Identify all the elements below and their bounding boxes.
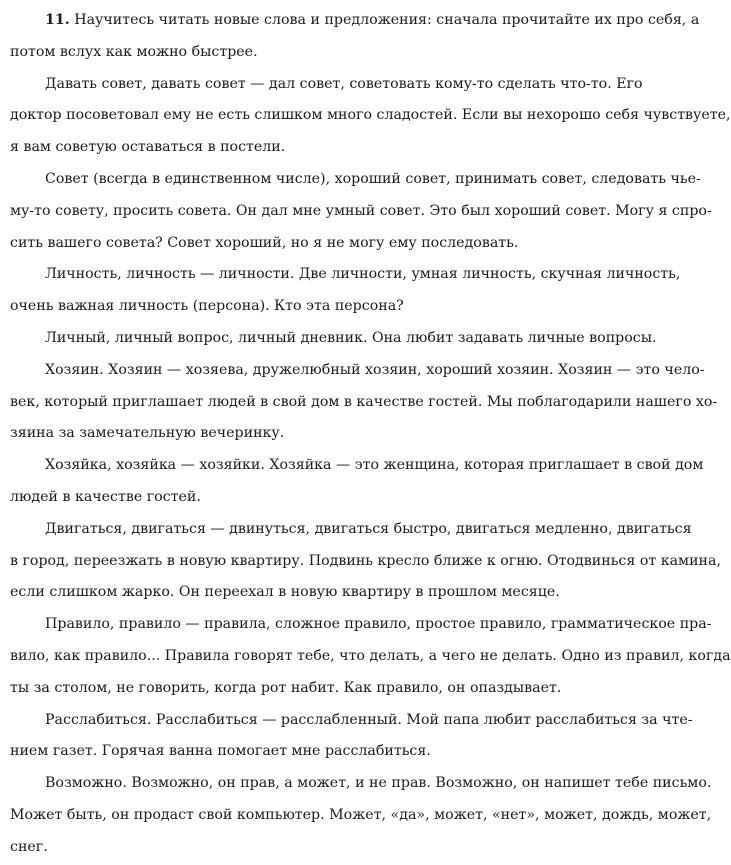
paragraph <box>10 705 693 769</box>
text-line <box>10 546 721 578</box>
text-line <box>10 482 596 514</box>
text-line <box>10 228 596 260</box>
paragraph <box>10 514 721 609</box>
line-text: вило, как правило... Правила говорят тебе, что делать, а чего не делать. Одно из правил, когда <box>10 647 731 664</box>
text-line <box>10 291 596 323</box>
paragraph <box>10 355 718 450</box>
line-text: Совет (всегда в единственном числе), хороший совет, принимать совет, следовать чье- <box>45 170 701 187</box>
line-text: Двигаться, двигаться — двинуться, двигаться быстро, двигаться медленно, двигаться <box>45 520 692 537</box>
line-text: зяина за замечательную вечеринку. <box>10 425 285 442</box>
text-line <box>10 164 701 196</box>
line-text: век, который приглашает людей в свой дом в качестве гостей. Мы поблагодарили нашего хо- <box>10 393 718 410</box>
line-text: нием газет. Горячая ванна помогает мне расслабиться. <box>10 743 431 760</box>
text-line <box>10 768 712 800</box>
line-text: Научитесь читать новые слова и предложения: сначала прочитайте их про себя, а <box>74 12 700 28</box>
line-text: в город, переезжать в новую квартиру. Подвинь кресло ближе к огню. Отодвинься от камина, <box>10 552 721 569</box>
text-line <box>10 609 712 641</box>
line-text: му-то совету, просить совета. Он дал мне умный совет. Это был хороший совет. Могу я спро- <box>10 202 712 219</box>
paragraph <box>10 259 681 323</box>
line-text: Хозяин. Хозяин — хозяева, дружелюбный хозяин, хороший хозяин. Хозяин — это чело- <box>45 361 705 378</box>
text-line <box>10 450 704 482</box>
text-line <box>10 641 731 673</box>
document-page <box>10 5 731 864</box>
paragraph <box>10 609 731 704</box>
line-text: Может быть, он продаст свой компьютер. Может, «да», может, «нет», может, дождь, может, <box>10 806 712 823</box>
text-line <box>10 323 657 355</box>
text-line <box>10 736 596 768</box>
line-text: Правило, правило — правила, сложное правило, простое правило, грамматическое пра- <box>45 616 712 633</box>
text-line <box>10 37 596 69</box>
line-text: ты за столом, не говорить, когда рот набит. Как правило, он опаздывает. <box>10 679 562 696</box>
line-text: Возможно. Возможно, он прав, а может, и не прав. Возможно, он напишет тебе письмо. <box>45 775 712 792</box>
text-line <box>10 418 596 450</box>
text-line <box>10 514 692 546</box>
text-line <box>10 387 718 419</box>
text-line <box>10 800 712 832</box>
line-text: доктор посоветовал ему не есть слишком много сладостей. Если вы нехорошо себя чувствуете, <box>10 107 731 124</box>
text-line <box>10 577 596 609</box>
text-line <box>10 100 731 132</box>
text-line <box>10 355 705 387</box>
text-line <box>10 259 681 291</box>
paragraph <box>10 164 712 259</box>
paragraph <box>10 69 731 164</box>
line-text: очень важная личность (персона). Кто эта персона? <box>10 298 404 315</box>
line-text: сить вашего совета? Совет хороший, но я не могу ему последовать. <box>10 234 519 251</box>
line-text: Личный, личный вопрос, личный дневник. Она любит задавать личные вопросы. <box>45 329 657 346</box>
paragraph <box>10 768 712 863</box>
text-line <box>10 705 693 737</box>
text-line <box>10 69 643 101</box>
text-line <box>10 196 712 228</box>
text-line <box>10 832 596 864</box>
line-text: снег. <box>10 838 48 855</box>
line-text: Хозяйка, хозяйка — хозяйки. Хозяйка — это женщина, которая приглашает в свой дом <box>45 457 704 474</box>
text-line <box>10 5 700 37</box>
exercise-number: 11. <box>45 12 70 28</box>
line-text: Расслабиться. Расслабиться — расслабленный. Мой папа любит расслабиться за чте- <box>45 711 693 728</box>
paragraph <box>10 450 704 514</box>
paragraph <box>10 5 700 69</box>
text-line <box>10 132 596 164</box>
line-text: если слишком жарко. Он переехал в новую квартиру в прошлом месяце. <box>10 584 560 601</box>
line-text: потом вслух как можно быстрее. <box>10 43 258 60</box>
paragraph <box>10 323 657 355</box>
line-text: Личность, личность — личности. Две личности, умная личность, скучная личность, <box>45 266 681 283</box>
line-text: Давать совет, давать совет — дал совет, советовать кому-то сделать что-то. Его <box>45 75 643 92</box>
line-text: людей в качестве гостей. <box>10 488 201 505</box>
line-text: я вам советую оставаться в постели. <box>10 139 286 156</box>
text-line <box>10 673 596 705</box>
